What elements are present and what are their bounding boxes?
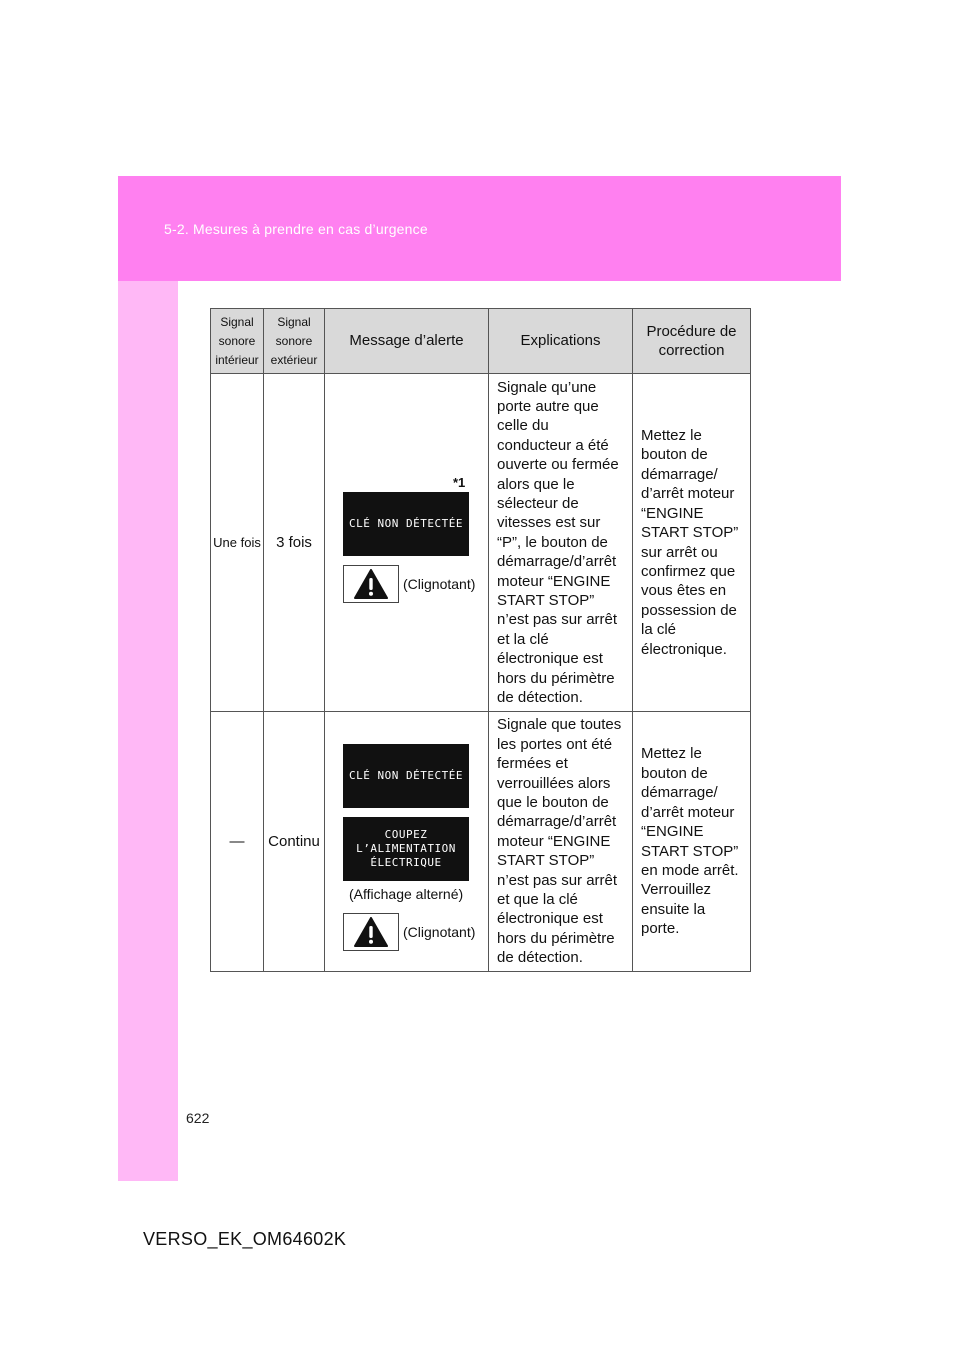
section-title: 5-2. Mesures à prendre en cas d’urgence	[164, 221, 428, 237]
correction-cell: Mettez le bouton de démarrage/ d’arrêt moteur “ENGINE START STOP” en mode arrêt. Verrouillez ensuite la porte.	[633, 712, 751, 972]
alert-message-cell	[325, 374, 489, 712]
screen-text-line: COUPEZ	[384, 828, 428, 841]
screen-text: CLÉ NON DÉTECTÉE	[349, 517, 463, 530]
exterior-signal: 3 fois	[264, 374, 325, 712]
screen-text-line: ÉLECTRIQUE	[370, 856, 442, 869]
col-header-exterior: Signal sonore extérieur	[264, 309, 325, 374]
interior-signal: Une fois	[211, 374, 264, 712]
display-screen	[343, 744, 469, 808]
screen-text-line: L’ALIMENTATION	[356, 842, 456, 855]
explanation-cell: Signale qu’une porte autre que celle du conducteur a été ouverte ou fermée alors que le sélecteur de vitesses est sur “P”, le bouton de démarrage/d’arrêt moteur “ENGINE START STOP” n’est pas sur arrêt et la clé électronique est hors du périmètre de détection.	[489, 374, 633, 712]
exterior-signal: Continu	[264, 712, 325, 972]
correction-cell: Mettez le bouton de démarrage/ d’arrêt moteur “ENGINE START STOP” sur arrêt ou confirmez que vous êtes en possession de la clé électronique.	[633, 374, 751, 712]
exclamation-warning-icon	[354, 569, 388, 599]
exclamation-warning-icon	[354, 917, 388, 947]
page-number: 622	[186, 1110, 210, 1126]
header-band	[118, 176, 841, 281]
alert-table	[210, 308, 751, 972]
blinking-note: (Clignotant)	[403, 576, 476, 592]
explanation-cell: Signale que toutes les portes ont été fermées et verrouillées alors que le bouton de démarrage/d’arrêt moteur “ENGINE START STOP” n’est pas sur arrêt et que la clé électronique est hors du périmètre de détection.	[489, 712, 633, 972]
col-header-message: Message d’alerte	[325, 309, 489, 374]
blinking-note: (Clignotant)	[403, 924, 476, 940]
display-screen-alternate	[343, 817, 469, 881]
warning-box	[343, 565, 399, 603]
display-screen	[343, 492, 469, 556]
alternate-display-note: (Affichage alterné)	[349, 886, 464, 902]
col-header-explications: Explications	[489, 309, 633, 374]
alert-message-cell	[325, 712, 489, 972]
screen-text: CLÉ NON DÉTECTÉE	[349, 769, 463, 782]
table-row	[211, 712, 751, 972]
table-header-row	[211, 309, 751, 374]
side-strip	[118, 281, 178, 1181]
warning-box	[343, 913, 399, 951]
col-header-correction: Procédure de correction	[633, 309, 751, 374]
document-code: VERSO_EK_OM64602K	[143, 1229, 347, 1249]
interior-signal: —	[211, 712, 264, 972]
col-header-interior: Signal sonore intérieur	[211, 309, 264, 374]
footnote-marker: *1	[453, 475, 466, 490]
table-row	[211, 374, 751, 712]
